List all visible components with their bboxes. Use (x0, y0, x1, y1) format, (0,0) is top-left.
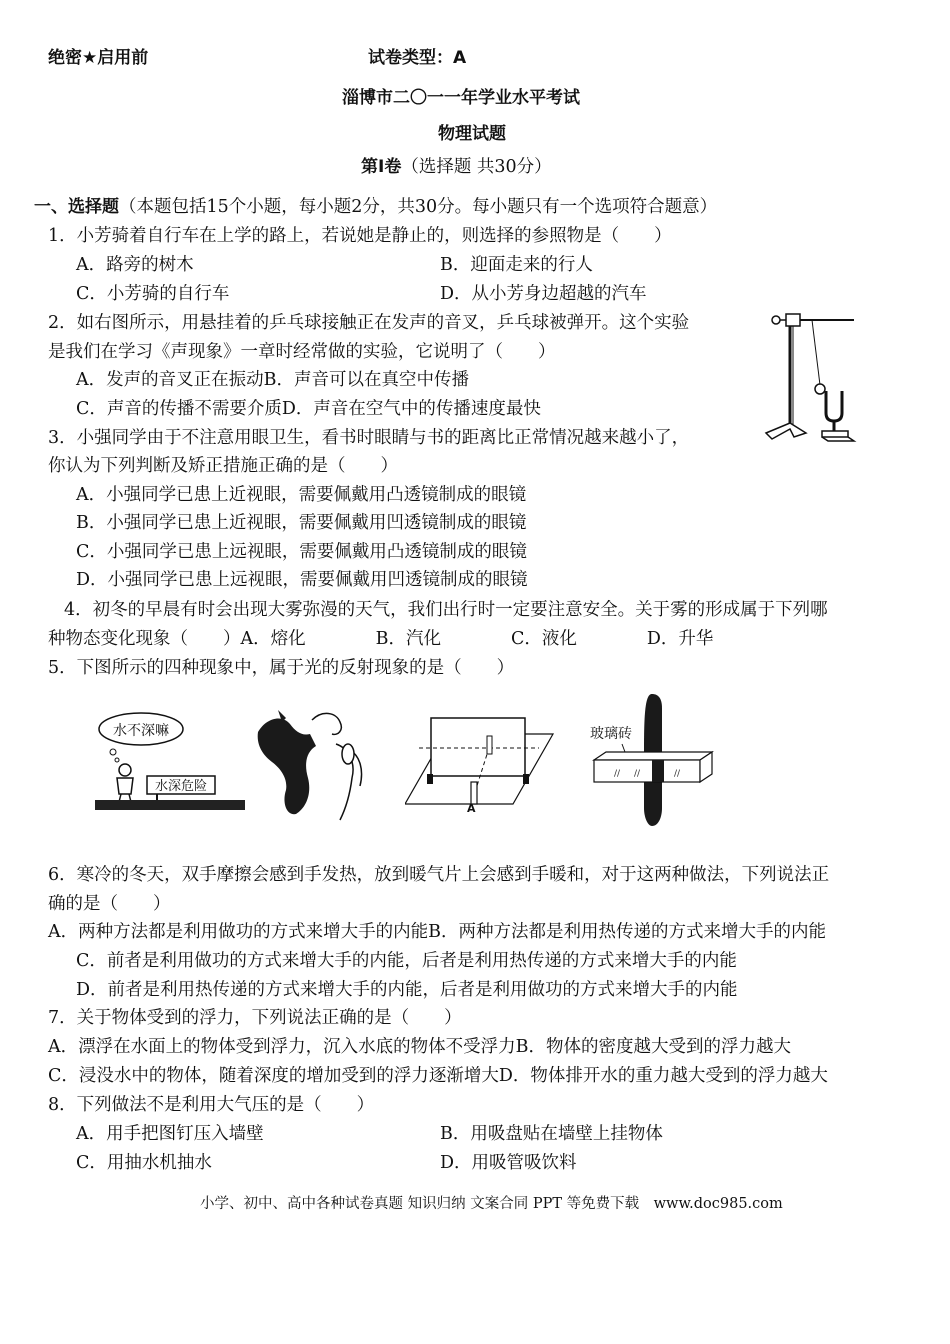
footer-note: 小学、初中、高中各种试卷真题 知识归纳 文案合同 PPT 等免费下载 www.doc985.com (200, 1196, 783, 1212)
section-heading (34, 195, 717, 219)
q5-figure-a-bubble: 水不深嘛 (113, 723, 169, 739)
paper-type: 试卷类型：A (368, 48, 467, 68)
q2-stem-line1: 2．如右图所示，用悬挂着的乒乓球接触正在发声的音叉，乒乓球被弹开。这个实验 (48, 313, 690, 333)
q5-figure-a-sign: 水深危险 (154, 779, 208, 794)
exam-title: 淄博市二〇一一年学业水平考试 (342, 88, 580, 108)
q8-stem: 8．下列做法不是利用大气压的是（ ） (48, 1095, 375, 1115)
q1-option-c: C．小芳骑的自行车 (76, 284, 230, 304)
q4-stem-line1: 4．初冬的早晨有时会出现大雾弥漫的天气，我们出行时一定要注意安全。关于雾的形成属于下列哪 (64, 600, 828, 620)
section-label: 一、选择题 (34, 197, 119, 217)
volume-note: （选择题 共30分） (401, 157, 552, 177)
q1-option-d: D．从小芳身边超越的汽车 (440, 284, 647, 304)
q3-option-a: A．小强同学已患上近视眼，需要佩戴用凸透镜制成的眼镜 (76, 485, 527, 505)
q6-options-ab: A．两种方法都是利用做功的方式来增大手的内能B．两种方法都是利用热传递的方式来增大手的内能 (48, 922, 826, 942)
q5-figure-c-label: A (467, 802, 476, 815)
q1-option-a: A．路旁的树木 (76, 255, 194, 275)
q8-option-c: C．用抽水机抽水 (76, 1153, 212, 1173)
q5-figure-c (405, 712, 555, 817)
svg-text://: // (674, 769, 681, 779)
q3-option-d: D．小强同学已患上远视眼，需要佩戴用凹透镜制成的眼镜 (76, 570, 528, 590)
section-desc: （本题包括15个小题，每小题2分，共30分。每小题只有一个选项符合题意） (119, 197, 718, 217)
secret-label: 绝密★启用前 (48, 48, 149, 68)
q5-figure-d (582, 688, 722, 828)
svg-text://: // (634, 769, 641, 779)
q5-stem: 5．下图所示的四种现象中，属于光的反射现象的是（ ） (48, 658, 515, 678)
svg-text://: // (614, 769, 621, 779)
q5-figure-b (252, 704, 372, 824)
subject-title: 物理试题 (438, 124, 506, 144)
volume-title (361, 155, 552, 179)
q3-stem-line2: 你认为下列判断及矫正措施正确的是（ ） (48, 456, 398, 476)
q1-option-b: B．迎面走来的行人 (440, 255, 593, 275)
q8-option-d: D．用吸管吸饮料 (440, 1153, 577, 1173)
q8-option-a: A．用手把图钉压入墙壁 (76, 1124, 264, 1144)
q3-option-b: B．小强同学已患上近视眼，需要佩戴用凹透镜制成的眼镜 (76, 513, 527, 533)
q1-stem: 1．小芳骑着自行车在上学的路上，若说她是静止的，则选择的参照物是（ ） (48, 226, 672, 246)
q5-figure-a (95, 712, 245, 812)
q7-options-ab: A．漂浮在水面上的物体受到浮力，沉入水底的物体不受浮力B．物体的密度越大受到的浮力越大 (48, 1037, 791, 1057)
q5-figure-d-label: 玻璃砖 (590, 726, 632, 742)
q6-option-c: C．前者是利用做功的方式来增大手的内能，后者是利用热传递的方式来增大手的内能 (76, 951, 737, 971)
q7-options-cd: C．浸没水中的物体，随着深度的增加受到的浮力逐渐增大D．物体排开水的重力越大受到的浮力越大 (48, 1066, 828, 1086)
q2-options-ab: A．发声的音叉正在振动B．声音可以在真空中传播 (76, 370, 469, 390)
q3-option-c: C．小强同学已患上远视眼，需要佩戴用凸透镜制成的眼镜 (76, 542, 527, 562)
q4-stem-line2: 种物态变化现象（ ）A．熔化 B．汽化 C．液化 D．升华 (48, 629, 714, 649)
tuning-fork-figure (762, 305, 862, 450)
q6-stem-line1: 6．寒冷的冬天，双手摩擦会感到手发热，放到暖气片上会感到手暖和，对于这两种做法，下列说法正 (48, 865, 830, 885)
volume-label: 第Ⅰ卷 (361, 157, 402, 177)
q2-stem-line2: 是我们在学习《声现象》一章时经常做的实验，它说明了（ ） (48, 342, 556, 362)
q8-option-b: B．用吸盘贴在墙壁上挂物体 (440, 1124, 663, 1144)
q2-options-cd: C．声音的传播不需要介质D．声音在空气中的传播速度最快 (76, 399, 541, 419)
q3-stem-line1: 3．小强同学由于不注意用眼卫生，看书时眼睛与书的距离比正常情况越来越小了， (48, 428, 690, 448)
q6-option-d: D．前者是利用热传递的方式来增大手的内能，后者是利用做功的方式来增大手的内能 (76, 980, 738, 1000)
q6-stem-line2: 确的是（ ） (48, 894, 171, 914)
q7-stem: 7．关于物体受到的浮力，下列说法正确的是（ ） (48, 1008, 462, 1028)
